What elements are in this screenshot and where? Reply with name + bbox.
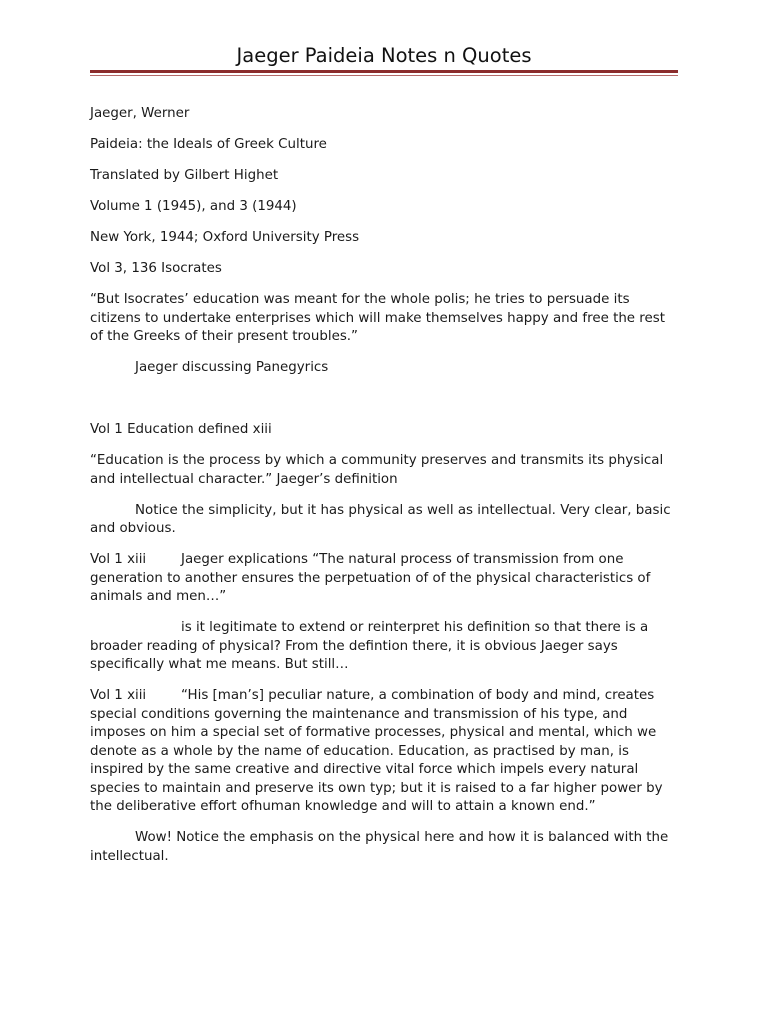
isocrates-reference: Vol 3, 136 Isocrates — [90, 261, 222, 276]
natural-note: is it legitimate to extend or reinterpret his definition so that there is a broader reading of physical? From the defintion there, it is obvious Jaeger says specifically what me means. But still… — [90, 620, 649, 672]
nature-note: Wow! Notice the emphasis on the physical here and how it is balanced with the intellectual. — [90, 830, 669, 864]
natural-reference: Vol 1 xiii — [90, 552, 147, 567]
education-reference: Vol 1 Education defined xiii — [90, 422, 272, 437]
education-note: Notice the simplicity, but it has physical as well as intellectual. Very clear, basic and obvious. — [90, 502, 671, 536]
citation-work: Paideia: the Ideals of Greek Culture — [90, 137, 327, 152]
natural-text: Jaeger explications “The natural process of transmission from one generation to another ensures the perpetuation of of the physical characteristics of animals and men…” — [90, 552, 651, 604]
citation-translator: Translated by Gilbert Highet — [90, 168, 279, 183]
isocrates-quote: “But Isocrates’ education was meant for the whole polis; he tries to persuade its citizens to undertake enterprises which will make themselves happy and free the rest of the Greeks of their present troubles.” — [90, 292, 665, 344]
natural-process-paragraph — [90, 551, 680, 607]
nature-reference: Vol 1 xiii — [90, 688, 147, 703]
citation-publication: New York, 1944; Oxford University Press — [90, 230, 360, 245]
citation-author: Jaeger, Werner — [90, 106, 190, 121]
paragraph-gap — [90, 390, 680, 421]
document-body — [90, 105, 680, 879]
nature-quote: “His [man’s] peculiar nature, a combination of body and mind, creates special conditions governing the maintenance and transmission of his type, and imposes on him a special set of formative processes, physical and mental, which we denote as a whole by the name of education. Education, as practised by man, is inspired by the same creative and directive vital force which impels every natural species to maintain and preserve its own typ; but it is raised to a far higher power by the deliberative effort ofhuman knowledge and will to attain a known end.” — [90, 688, 663, 814]
header-rule-thick — [90, 70, 678, 73]
citation-volumes: Volume 1 (1945), and 3 (1944) — [90, 199, 297, 214]
header-rule-thin — [90, 75, 678, 76]
isocrates-note: Jaeger discussing Panegyrics — [135, 360, 329, 375]
education-quote: “Education is the process by which a community preserves and transmits its physical and intellectual character.” Jaeger’s definition — [90, 453, 664, 487]
nature-paragraph — [90, 687, 680, 817]
document-title: Jaeger Paideia Notes n Quotes — [236, 44, 532, 67]
